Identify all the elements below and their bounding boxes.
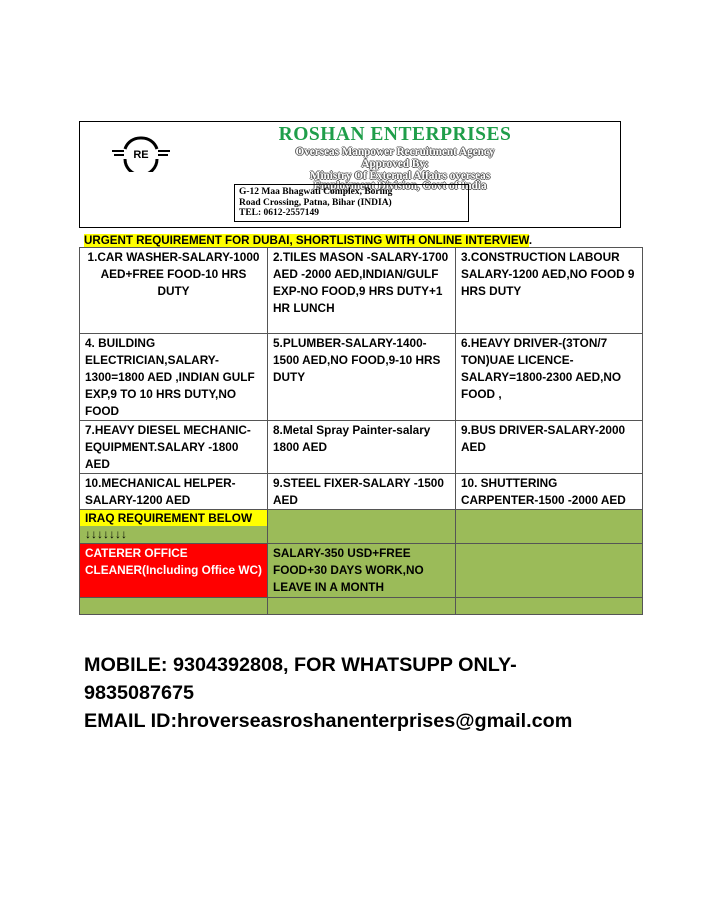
table-row (80, 510, 643, 544)
job-cell: 5.PLUMBER-SALARY-1400-1500 AED,NO FOOD,9-10 HRS DUTY (268, 334, 456, 421)
empty-cell (268, 510, 456, 544)
mobile-line: MOBILE: 9304392808, FOR WHATSUPP ONLY- (84, 654, 517, 676)
table-row (80, 334, 643, 421)
urgent-period: . (528, 234, 533, 247)
job-table (79, 247, 643, 615)
email-line: EMAIL ID:hroverseasroshanenterprises@gmail.com (84, 710, 573, 732)
table-row (80, 474, 643, 510)
urgent-text: URGENT REQUIREMENT FOR DUBAI, SHORTLISTING WITH ONLINE INTERVIEW (84, 234, 529, 247)
empty-cell (456, 598, 643, 615)
iraq-details-cell: SALARY-350 USD+FREE FOOD+30 DAYS WORK,NO LEAVE IN A MONTH (268, 544, 456, 598)
job-cell: 1.CAR WASHER-SALARY-1000 AED+FREE FOOD-10 HRS DUTY (80, 248, 268, 334)
ministry: Ministry Of External Affairs overseas (309, 170, 491, 182)
company-tagline: Overseas Manpower Recruitment Agency (295, 146, 495, 158)
job-cell: 2.TILES MASON -SALARY-1700 AED -2000 AED,INDIAN/GULF EXP-NO FOOD,9 HRS DUTY+1 HR LUNCH (268, 248, 456, 334)
address-line-1: G-12 Maa Bhagwati Complex, Boring (239, 187, 393, 197)
company-name: ROSHAN ENTERPRISES (278, 124, 512, 145)
address-line-2: Road Crossing, Patna, Bihar (INDIA) (239, 197, 392, 208)
job-cell: 9.STEEL FIXER-SALARY -1500 AED (268, 474, 456, 510)
table-row (80, 544, 643, 598)
table-row (80, 598, 643, 615)
contact-info (84, 651, 684, 735)
job-cell: 3.CONSTRUCTION LABOUR SALARY-1200 AED,NO FOOD 9 HRS DUTY (456, 248, 643, 334)
job-cell: 7.HEAVY DIESEL MECHANIC-EQUIPMENT.SALARY -1800 AED (80, 421, 268, 474)
approved-by: Approved By: (361, 158, 429, 170)
urgent-banner (84, 233, 532, 248)
logo-text: RE (133, 149, 149, 161)
job-cell: 9.BUS DRIVER-SALARY-2000 AED (456, 421, 643, 474)
down-arrows-icon: ↓↓↓↓↓↓↓ (85, 527, 127, 541)
company-logo-icon (110, 136, 172, 172)
job-cell: 4. BUILDING ELECTRICIAN,SALARY-1300=1800 AED ,INDIAN GULF EXP,9 TO 10 HRS DUTY,NO FOOD (80, 334, 268, 421)
address-box (234, 184, 469, 222)
job-cell: 6.HEAVY DRIVER-(3TON/7 TON)UAE LICENCE-SALARY=1800-2300 AED,NO FOOD , (456, 334, 643, 421)
empty-cell (456, 510, 643, 544)
job-cell: 8.Metal Spray Painter-salary 1800 AED (268, 421, 456, 474)
iraq-header-cell (80, 510, 268, 544)
table-row (80, 421, 643, 474)
table-row (80, 248, 643, 334)
job-cell: 10. SHUTTERING CARPENTER-1500 -2000 AED (456, 474, 643, 510)
job-cell: 10.MECHANICAL HELPER-SALARY-1200 AED (80, 474, 268, 510)
empty-cell (268, 598, 456, 615)
iraq-requirement-label: IRAQ REQUIREMENT BELOW (80, 510, 267, 526)
telephone: TEL: 0612-2557149 (239, 208, 319, 218)
whatsapp-number: 9835087675 (84, 682, 195, 704)
company-header (79, 121, 621, 228)
empty-cell (80, 598, 268, 615)
iraq-job-cell: CATERER OFFICE CLEANER(Including Office WC) (80, 544, 268, 598)
division: Employment Division, Govt of India (313, 180, 487, 192)
empty-cell (456, 544, 643, 598)
